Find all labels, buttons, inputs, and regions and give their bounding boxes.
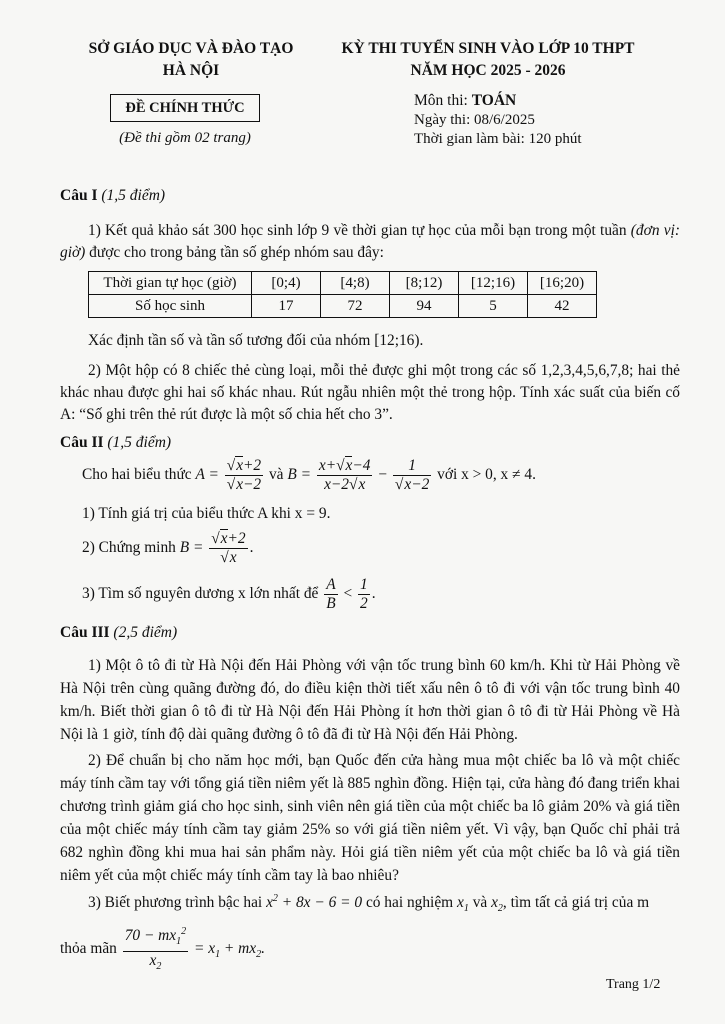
page-number: Trang 1/2 xyxy=(606,977,661,992)
q2-title: Câu II xyxy=(60,434,104,451)
q1-heading xyxy=(60,187,165,205)
subject-label: Môn thi: xyxy=(414,92,468,109)
frequency-table xyxy=(88,271,597,318)
quadratic-equation: $x^2 + 8x - 6 = 0$ xyxy=(266,893,363,912)
q2-expressions: Cho hai biểu thức A = $\frac{√x+2}{√x-2}$ và B = $\frac{x+√x-4}{x-2√x}$ − $\frac{1}{√x-2}$ với x > 0, x ≠ 4. xyxy=(82,457,536,493)
q3-part3-line2: thỏa mãn $\frac{70 - mx_1^2}{x_2}$ = $x_1 + mx_2$. xyxy=(60,923,265,976)
official-exam-box: ĐỀ CHÍNH THỨC xyxy=(110,94,260,122)
q1-part1-a: 1) Kết quả khảo sát 300 học sinh lớp 9 về thời gian tự học của mỗi bạn trong một tuần xyxy=(88,222,627,239)
exam-title: KỲ THI TUYỂN SINH VÀO LỚP 10 THPT xyxy=(341,40,635,57)
table-row xyxy=(89,295,597,318)
q3-part3-a: 3) Biết phương trình bậc hai xyxy=(88,894,263,912)
q2-condition: với x > 0, x ≠ 4. xyxy=(437,466,536,484)
q3-part3-b: có hai nghiệm xyxy=(365,894,454,912)
table-cell: [8;12) xyxy=(390,272,459,295)
q3-part3-c: tìm tất cả giá trị của m xyxy=(510,894,650,912)
table-cell: 17 xyxy=(252,295,321,318)
subject-line xyxy=(414,92,516,110)
q2-and: và xyxy=(268,466,284,484)
q1-part1-task: Xác định tần số và tần số tương đối của nhóm [12;16). xyxy=(88,332,424,349)
exam-date: Ngày thi: 08/6/2025 xyxy=(414,112,535,128)
q1-points: (1,5 điểm) xyxy=(101,187,166,204)
subject-value: TOÁN xyxy=(471,92,517,109)
dept-name-line2: HÀ NỘI xyxy=(162,62,220,79)
expr-a: A = xyxy=(195,466,219,484)
table-cell: [4;8) xyxy=(321,272,390,295)
table-row xyxy=(89,272,597,295)
q2-part1: 1) Tính giá trị của biểu thức A khi x = 9. xyxy=(82,505,331,522)
table-cell: [0;4) xyxy=(252,272,321,295)
expr-b: B = xyxy=(287,466,312,484)
q2-part2: 2) Chứng minh B = $\frac{√x+2}{√x}$ . xyxy=(82,530,254,566)
q2-intro: Cho hai biểu thức xyxy=(82,466,192,484)
table-cell: [12;16) xyxy=(459,272,528,295)
table-cell: 5 xyxy=(459,295,528,318)
q1-part1-b: được cho trong bảng tần số ghép nhóm sau đây: xyxy=(89,244,384,261)
q2-part2-fraction: $\frac{√x+2}{√x}$ xyxy=(211,530,246,566)
q1-part1-unit: (đơn vị: giờ) xyxy=(60,222,680,261)
exam-duration: Thời gian làm bài: 120 phút xyxy=(414,131,582,147)
q3-part1: 1) Một ô tô đi từ Hà Nội đến Hải Phòng với vận tốc trung bình 60 km/h. Khi từ Hải Phòng về Hà Nội trên cùng quãng đường đó, do điều kiện thời tiết xấu nên ô tô đi với vận tốc trung bình 40 km/h. Biết thời gian ô tô đi từ Hà Nội đến Hải Phòng ít hơn thời gian ô tô đi từ Hải Phòng về Hà Nội là 1 giờ, tính độ dài quãng đường ô tô đã đi từ Hà Nội đến Hải Phòng. xyxy=(60,657,680,743)
table-header-time: Thời gian tự học (giờ) xyxy=(89,272,252,295)
q2-part3: 3) Tìm số nguyên dương x lớn nhất để $\frac{A}{B}$ < $\frac{1}{2}$ . xyxy=(82,576,376,612)
q1-part2: 2) Một hộp có 8 chiếc thẻ cùng loại, mỗi thẻ được ghi một trong các số 1,2,3,4,5,6,7,8; hai thẻ khác nhau được ghi hai số khác nhau. Rút ngẫu nhiên một thẻ trong hộp. Tính xác suất của biến cố A: “Số ghi trên thẻ rút được là một số chia hết cho 3”. xyxy=(60,362,680,423)
q3-part2: 2) Để chuẩn bị cho năm học mới, bạn Quốc đến cửa hàng mua một chiếc ba lô và một chiếc máy tính cầm tay với tổng giá tiền niêm yết là 885 nghìn đồng. Hiện tại, cửa hàng đó đang triển khai chương trình giảm giá cho học sinh, sinh viên nên giá tiền của một chiếc ba lô giảm 20% và giá tiền của một chiếc máy tính cầm tay giảm 25% so với giá tiền niêm yết. Vì vậy, bạn Quốc chỉ phải trả 682 nghìn đồng khi mua hai sản phẩm này. Hỏi giá tiền niêm yết của một chiếc ba lô và giá tiền niêm yết của một chiếc máy tính cầm tay là bao nhiêu? xyxy=(60,752,680,884)
q3-title: Câu III xyxy=(60,624,110,641)
q3-part3-d: thỏa mãn xyxy=(60,940,117,958)
table-cell: 42 xyxy=(528,295,597,318)
pages-note: (Đề thi gồm 02 trang) xyxy=(119,130,251,146)
q2-part3-fraction-half: $\frac{1}{2}$ xyxy=(360,576,368,612)
table-cell: [16;20) xyxy=(528,272,597,295)
expr-b-fraction2: $\frac{1}{√x-2}$ xyxy=(394,457,430,493)
q3-heading xyxy=(60,624,177,642)
q2-points: (1,5 điểm) xyxy=(107,434,172,451)
school-year: NĂM HỌC 2025 - 2026 xyxy=(410,62,566,79)
q2-part3-text: 3) Tìm số nguyên dương x lớn nhất để xyxy=(82,585,319,603)
q2-heading xyxy=(60,434,171,452)
q1-title: Câu I xyxy=(60,187,98,204)
table-cell: 94 xyxy=(390,295,459,318)
dept-name-line1: SỞ GIÁO DỤC VÀ ĐÀO TẠO xyxy=(88,40,294,57)
table-header-count: Số học sinh xyxy=(89,295,252,318)
table-cell: 72 xyxy=(321,295,390,318)
q3-part3-fraction: $\frac{70 - mx_1^2}{x_2}$ xyxy=(123,923,188,976)
q3-points: (2,5 điểm) xyxy=(113,624,178,641)
q2-part2-text: 2) Chứng minh xyxy=(82,539,176,557)
expr-b-fraction1: $\frac{x+√x-4}{x-2√x}$ xyxy=(318,457,371,493)
q2-part3-fraction-ab: $\frac{A}{B}$ xyxy=(326,576,336,612)
q1-part1-text xyxy=(60,220,680,264)
expr-a-fraction: $\frac{√x+2}{√x-2}$ xyxy=(226,457,262,493)
q3-part3-line1: 3) Biết phương trình bậc hai $x^2 + 8x - 6 = 0$ có hai nghiệm $x_1$ và $x_2$, tìm tất cả giá trị của m xyxy=(88,893,650,915)
